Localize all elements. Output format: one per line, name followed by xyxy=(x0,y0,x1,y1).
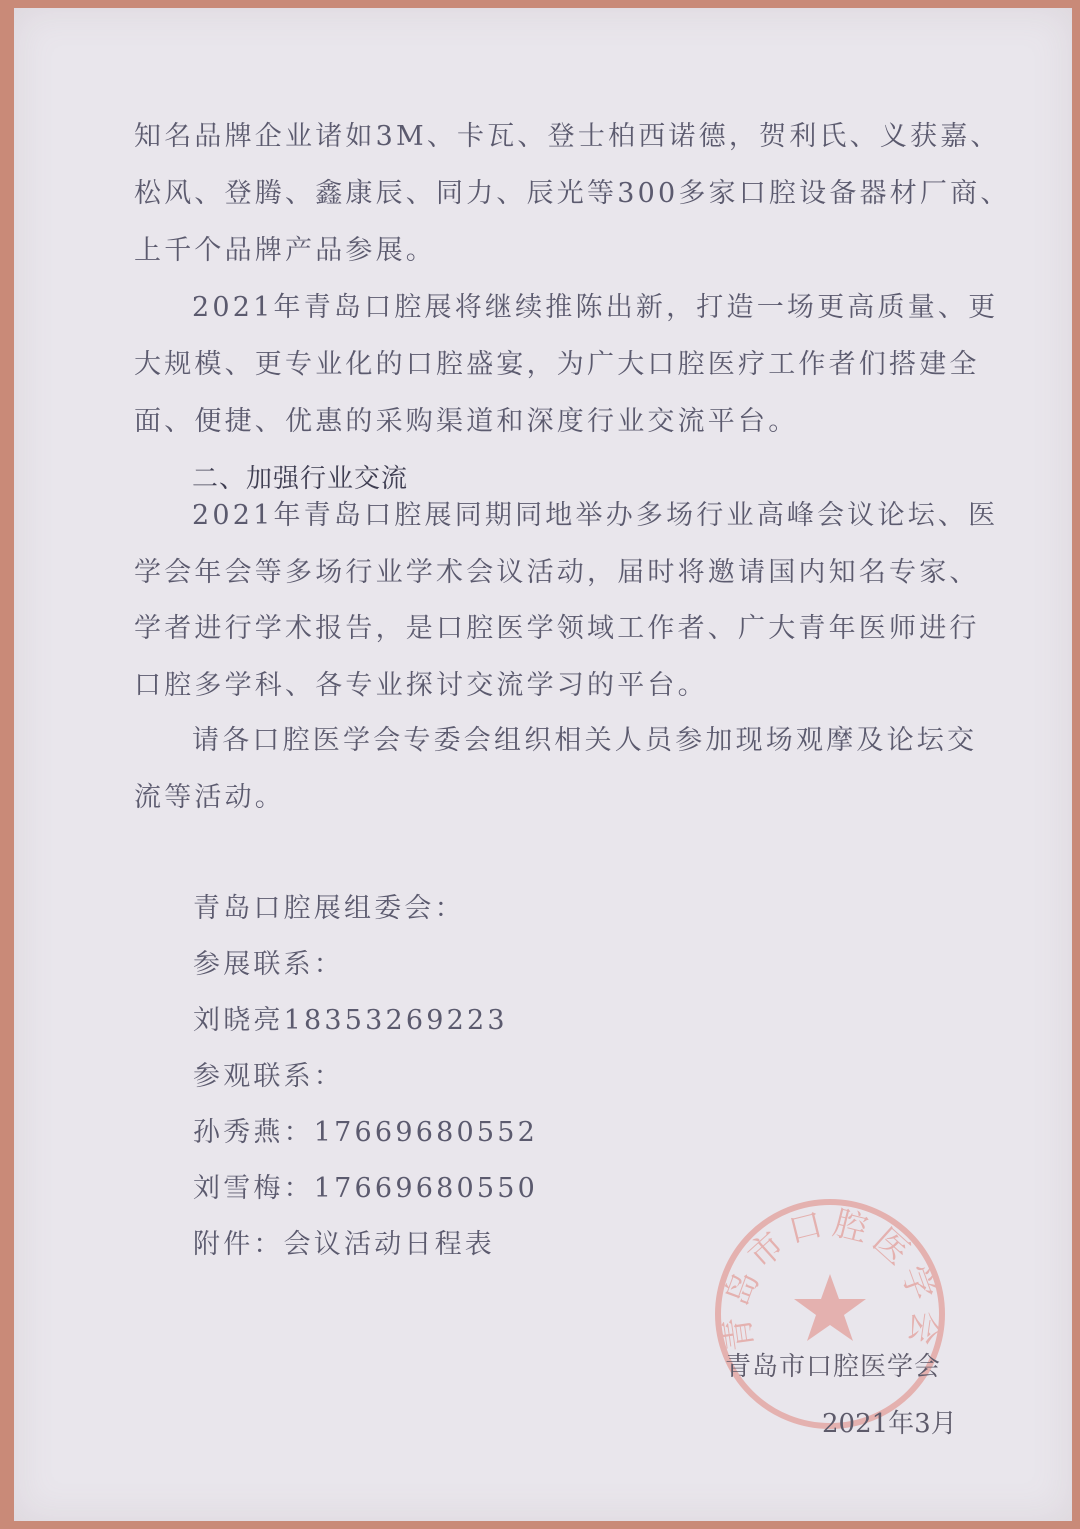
attachment-line: 附件：会议活动日程表 xyxy=(193,1229,495,1260)
paragraph-line: 2021年青岛口腔展同期同地举办多场行业高峰会议论坛、医 xyxy=(192,500,999,531)
paragraph-line: 大规模、更专业化的口腔盛宴，为广大口腔医疗工作者们搭建全 xyxy=(134,349,980,380)
paragraph-line: 2021年青岛口腔展将继续推陈出新，打造一场更高质量、更 xyxy=(192,292,999,323)
paragraph-line: 学者进行学术报告，是口腔医学领域工作者、广大青年医师进行 xyxy=(134,613,980,644)
paragraph-line: 上千个品牌产品参展。 xyxy=(134,235,436,266)
paragraph-line: 请各口腔医学会专委会组织相关人员参加现场观摩及论坛交 xyxy=(192,725,978,756)
contact-line: 青岛口腔展组委会： xyxy=(193,893,465,924)
paragraph-line: 口腔多学科、各专业探讨交流学习的平台。 xyxy=(134,670,708,701)
seal-text: 青岛市口腔医学会 xyxy=(716,1203,946,1354)
contact-line: 孙秀燕：17669680552 xyxy=(193,1117,538,1148)
contact-line: 参观联系： xyxy=(193,1061,344,1092)
official-seal xyxy=(712,1196,948,1432)
contact-line: 刘雪梅：17669680550 xyxy=(193,1173,538,1204)
paragraph-line: 面、便捷、优惠的采购渠道和深度行业交流平台。 xyxy=(134,406,799,437)
signature-date: 2021年3月 xyxy=(822,1409,957,1439)
signature-organization: 青岛市口腔医学会 xyxy=(725,1352,942,1382)
paragraph-line: 知名品牌企业诸如3M、卡瓦、登士柏西诺德，贺利氏、义获嘉、 xyxy=(134,121,1001,152)
paragraph-line: 松风、登腾、鑫康辰、同力、辰光等300多家口腔设备器材厂商、 xyxy=(134,178,1011,209)
section-heading: 二、加强行业交流 xyxy=(192,464,409,494)
contact-line: 刘晓亮18353269223 xyxy=(193,1005,508,1036)
seal-star-icon xyxy=(794,1274,866,1341)
contact-line: 参展联系： xyxy=(193,949,344,980)
paragraph-line: 学会年会等多场行业学术会议活动，届时将邀请国内知名专家、 xyxy=(134,557,980,588)
paragraph-line: 流等活动。 xyxy=(134,782,285,813)
